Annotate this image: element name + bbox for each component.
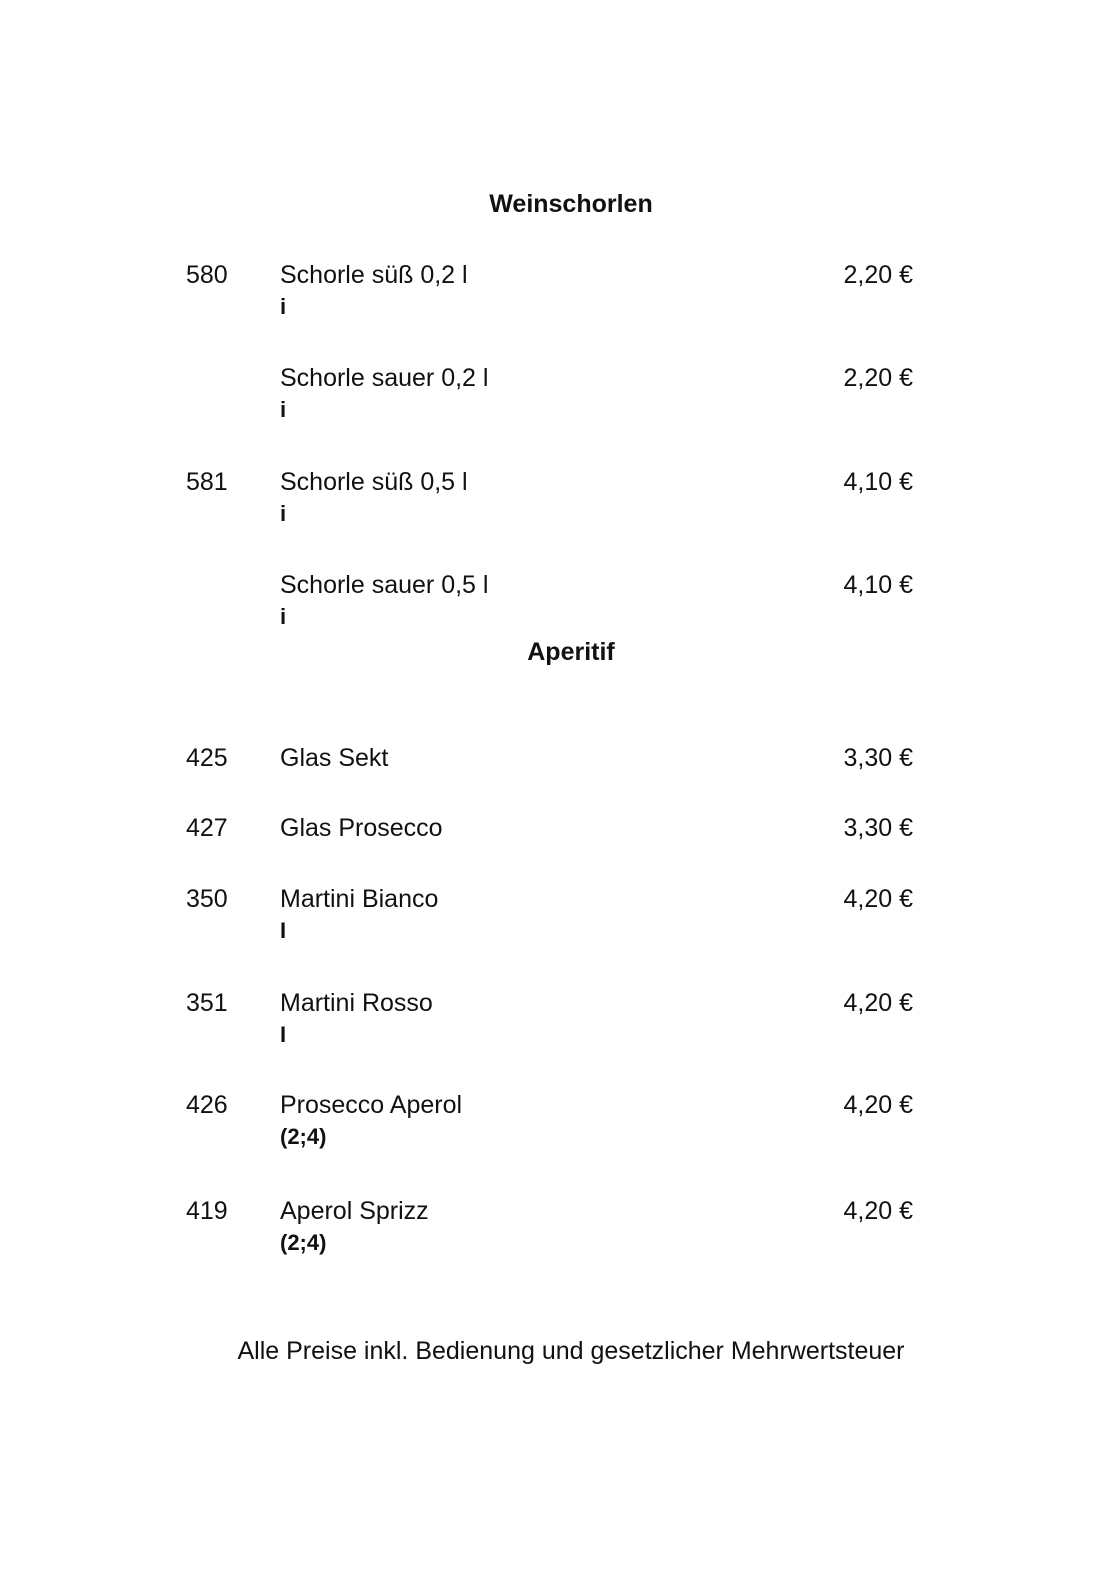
- item-price: 4,20 €: [843, 989, 913, 1017]
- item-note: i: [280, 294, 287, 319]
- item-note: I: [280, 918, 287, 943]
- menu-item: [0, 467, 1107, 537]
- item-name: Schorle süß 0,5 l: [280, 468, 468, 496]
- item-number: 350: [186, 885, 228, 913]
- item-name: Schorle sauer 0,2 l: [280, 364, 489, 392]
- item-name: Aperol Sprizz: [280, 1197, 429, 1225]
- item-number: 580: [186, 261, 228, 289]
- menu-item: [0, 570, 1107, 640]
- item-name: Glas Sekt: [280, 744, 389, 772]
- menu-item: [0, 260, 1107, 330]
- item-number: 351: [186, 989, 228, 1017]
- item-number: 426: [186, 1091, 228, 1119]
- item-note: (2;4): [280, 1230, 327, 1255]
- item-price: 4,20 €: [843, 1197, 913, 1225]
- item-price: 2,20 €: [843, 261, 913, 289]
- item-note: i: [280, 604, 287, 629]
- item-price: 3,30 €: [843, 814, 913, 842]
- price-disclaimer: Alle Preise inkl. Bedienung und gesetzlicher Mehrwertsteuer: [237, 1337, 905, 1365]
- item-note: I: [280, 1022, 287, 1047]
- menu-item: [0, 1196, 1107, 1266]
- item-note: i: [280, 397, 287, 422]
- menu-item: [0, 988, 1107, 1058]
- item-price: 4,20 €: [843, 885, 913, 913]
- item-note: (2;4): [280, 1124, 327, 1149]
- item-number: 419: [186, 1197, 228, 1225]
- item-price: 2,20 €: [843, 364, 913, 392]
- item-name: Martini Rosso: [280, 989, 433, 1017]
- menu-item: [0, 363, 1107, 433]
- item-price: 3,30 €: [843, 744, 913, 772]
- item-note: i: [280, 501, 287, 526]
- section-title-weinschorlen: Weinschorlen: [489, 190, 653, 218]
- menu-item: [0, 813, 1107, 883]
- item-name: Martini Bianco: [280, 885, 439, 913]
- item-name: Glas Prosecco: [280, 814, 443, 842]
- menu-item: [0, 884, 1107, 954]
- menu-item: [0, 743, 1107, 813]
- item-name: Schorle sauer 0,5 l: [280, 571, 489, 599]
- item-price: 4,10 €: [843, 571, 913, 599]
- item-number: 427: [186, 814, 228, 842]
- item-name: Prosecco Aperol: [280, 1091, 463, 1119]
- item-price: 4,20 €: [843, 1091, 913, 1119]
- section-title-aperitif: Aperitif: [527, 638, 615, 666]
- menu-item: [0, 1090, 1107, 1160]
- item-number: 581: [186, 468, 228, 496]
- item-number: 425: [186, 744, 228, 772]
- item-price: 4,10 €: [843, 468, 913, 496]
- item-name: Schorle süß 0,2 l: [280, 261, 468, 289]
